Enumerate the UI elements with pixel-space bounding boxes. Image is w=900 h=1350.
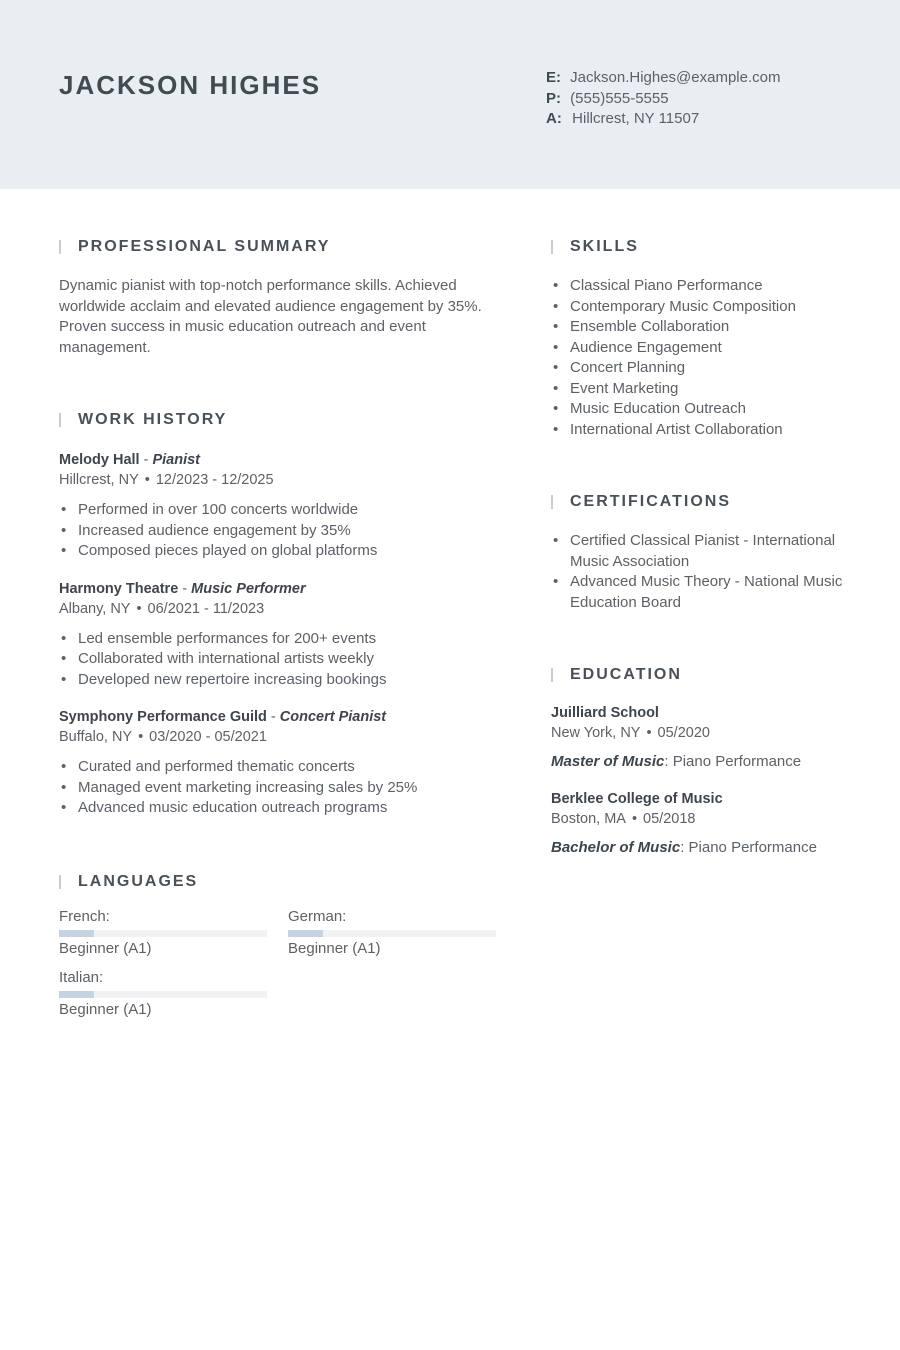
degree-name: Master of Music: [551, 753, 665, 770]
education-section: [551, 664, 851, 858]
summary-heading: PROFESSIONAL SUMMARY: [78, 238, 331, 255]
education-degree-line: [551, 752, 851, 772]
list-item: • Composed pieces played on global platforms: [59, 541, 499, 562]
job-employer: Symphony Performance Guild: [59, 709, 267, 725]
education-date: 05/2018: [643, 811, 696, 827]
job-title-line: [59, 579, 499, 599]
language-item: [59, 907, 267, 959]
job-entry: [59, 707, 499, 819]
language-name: Italian:: [59, 968, 104, 986]
job-separator: -: [139, 452, 153, 468]
list-item: • Performed in over 100 concerts worldwide: [59, 500, 499, 521]
skill-item: • International Artist Collaboration: [551, 420, 851, 441]
contact-phone-value[interactable]: (555)555-5555: [570, 89, 669, 107]
section-heading: [551, 664, 851, 686]
job-title-line: [59, 707, 499, 727]
job-employer: Melody Hall: [59, 452, 140, 468]
language-item: [59, 968, 267, 1020]
degree-name: Bachelor of Music: [551, 839, 681, 856]
education-entry: [551, 789, 851, 858]
job-role: Pianist: [152, 452, 201, 468]
list-item: • Led ensemble performances for 200+ events: [59, 629, 499, 650]
skill-item: • Event Marketing: [551, 379, 851, 400]
language-proficiency-fill: [288, 930, 323, 937]
candidate-name: JACKSON HIGHES: [59, 70, 322, 100]
job-separator: -: [178, 580, 192, 597]
language-item: [288, 907, 496, 959]
list-item: • Developed new repertoire increasing bookings: [59, 670, 499, 691]
languages-section: [59, 871, 499, 1027]
contact-address: [546, 109, 781, 130]
job-location: Buffalo, NY: [59, 729, 133, 745]
language-name: German:: [288, 907, 347, 925]
job-meta: [59, 727, 499, 747]
job-entry: [59, 579, 499, 691]
job-meta: [59, 470, 499, 490]
bullet-dot: •: [138, 729, 144, 745]
languages-heading: LANGUAGES: [78, 872, 199, 890]
work-history-heading: WORK HISTORY: [78, 411, 228, 428]
job-dates: 03/2020 - 05/2021: [149, 729, 267, 745]
language-level: Beginner (A1): [288, 939, 381, 957]
section-heading: [59, 409, 499, 431]
skill-item: • Music Education Outreach: [551, 399, 851, 420]
bullet-dot: •: [144, 472, 150, 488]
contact-phone: [546, 89, 781, 110]
section-heading: [59, 871, 499, 893]
contact-address-label: A:: [546, 110, 562, 127]
summary-text: Dynamic pianist with top-notch performance skills. Achieved worldwide acclaim and elevated audience engagement by 35%. Proven success in music education outreach and event management.: [59, 277, 482, 356]
job-bullets: [59, 629, 499, 691]
section-bar: [551, 240, 553, 254]
contact-address-value: Hillcrest, NY 11507: [572, 110, 700, 127]
list-item: • Advanced music education outreach programs: [59, 798, 499, 819]
education-heading: EDUCATION: [570, 666, 682, 683]
certifications-section: [551, 491, 851, 613]
skill-item: • Classical Piano Performance: [551, 276, 851, 297]
section-bar: [59, 875, 61, 889]
languages-grid: [59, 907, 499, 1027]
job-dates: 12/2023 - 12/2025: [155, 472, 274, 488]
list-item: • Increased audience engagement by 35%: [59, 521, 499, 542]
skill-item: • Audience Engagement: [551, 338, 851, 359]
certifications-heading: CERTIFICATIONS: [570, 493, 732, 510]
list-item: • Managed event marketing increasing sales by 25%: [59, 778, 499, 799]
education-entry: [551, 703, 851, 772]
job-role: Music Performer: [191, 580, 306, 597]
skills-section: [551, 236, 851, 440]
job-role: Concert Pianist: [279, 709, 387, 725]
job-title-line: [59, 450, 499, 470]
degree-field: : Piano Performance: [664, 753, 802, 770]
work-history-section: [59, 409, 499, 819]
section-bar: [551, 668, 553, 682]
contact-info: [546, 68, 781, 130]
language-proficiency-bar: [59, 991, 267, 998]
job-bullets: [59, 500, 499, 562]
language-proficiency-fill: [59, 991, 94, 998]
section-heading: [551, 236, 851, 258]
certification-item: • Advanced Music Theory - National Music Education Board: [551, 572, 851, 613]
section-heading: [551, 491, 851, 513]
certification-item: • Certified Classical Pianist - International Music Association: [551, 531, 851, 572]
job-dates: 06/2021 - 11/2023: [147, 600, 265, 617]
section-bar: [59, 240, 61, 254]
job-entry: [59, 450, 499, 562]
section-heading: [59, 236, 499, 258]
language-proficiency-bar: [288, 930, 496, 937]
skill-item: • Ensemble Collaboration: [551, 317, 851, 338]
contact-phone-label: P:: [546, 89, 561, 107]
language-proficiency-bar: [59, 930, 267, 937]
education-location: Boston, MA: [551, 811, 626, 827]
job-meta: [59, 599, 499, 619]
bullet-dot: •: [631, 811, 638, 827]
skills-heading: SKILLS: [570, 238, 639, 255]
school-name: Juilliard School: [551, 705, 659, 721]
language-level: Beginner (A1): [59, 1000, 152, 1018]
language-name: French:: [59, 907, 110, 925]
professional-summary-section: [59, 236, 499, 358]
language-proficiency-fill: [59, 930, 94, 937]
education-degree-line: [551, 838, 851, 858]
contact-email-label: E:: [546, 69, 561, 86]
skill-item: • Concert Planning: [551, 358, 851, 379]
education-location: New York, NY: [551, 725, 641, 741]
job-bullets: [59, 757, 499, 819]
right-column: [551, 236, 851, 858]
job-separator: -: [266, 709, 280, 725]
certifications-list: [551, 531, 851, 613]
bullet-dot: •: [646, 725, 652, 741]
degree-field: : Piano Performance: [680, 839, 817, 856]
education-meta: [551, 723, 851, 743]
list-item: • Curated and performed thematic concerts: [59, 757, 499, 778]
section-bar: [551, 495, 553, 509]
school-name: Berklee College of Music: [551, 791, 723, 807]
left-column: [59, 236, 499, 1027]
job-location: Albany, NY: [59, 600, 131, 617]
job-location: Hillcrest, NY: [59, 472, 139, 488]
contact-email-value[interactable]: Jackson.Highes@example.com: [570, 69, 781, 86]
contact-email: [546, 68, 781, 89]
education-meta: [551, 809, 851, 829]
bullet-dot: •: [136, 600, 142, 617]
education-date: 05/2020: [657, 725, 710, 741]
section-bar: [59, 413, 61, 427]
skill-item: • Contemporary Music Composition: [551, 297, 851, 318]
job-employer: Harmony Theatre: [59, 580, 179, 597]
skills-list: [551, 276, 851, 440]
language-level: Beginner (A1): [59, 939, 152, 957]
list-item: • Collaborated with international artists weekly: [59, 649, 499, 670]
